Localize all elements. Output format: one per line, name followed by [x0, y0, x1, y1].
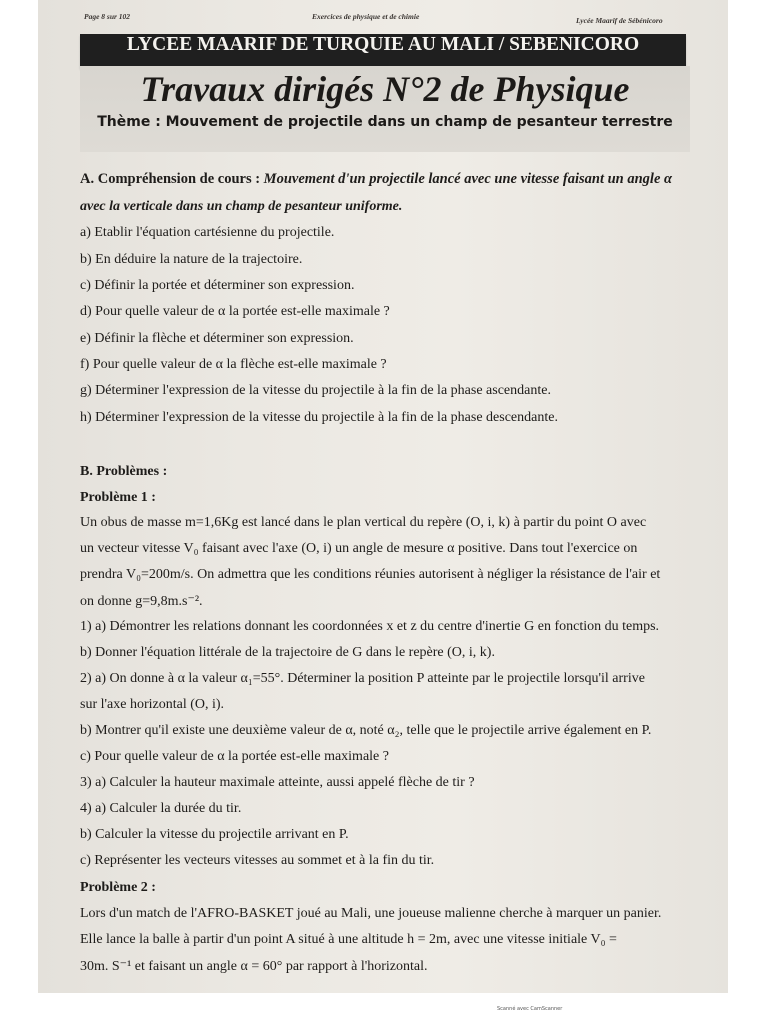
section-a-item: b) En déduire la nature de la trajectoire. [80, 252, 303, 267]
problem-1-line: c) Pour quelle valeur de α la portée est-elle maximale ? [80, 749, 389, 764]
page-title: Travaux dirigés N°2 de Physique [140, 69, 630, 109]
problem-1-line: 3) a) Calculer la hauteur maximale atteinte, aussi appelé flèche de tir ? [80, 775, 475, 790]
section-a-subject-1: Mouvement d'un projectile lancé avec une vitesse faisant un angle α [263, 171, 673, 187]
section-a-heading: A. Compréhension de cours : [80, 171, 261, 187]
section-a-item: a) Etablir l'équation cartésienne du projectile. [80, 225, 335, 240]
problem-1-line: Un obus de masse m=1,6Kg est lancé dans le plan vertical du repère (O, i, k) à partir du point O avec [80, 515, 647, 530]
problem-1-line: prendra V₀=200m/s. On admettra que les conditions réunies autorisent à négliger la résistance de l'air et [80, 567, 661, 582]
section-a-item: d) Pour quelle valeur de α la portée est-elle maximale ? [80, 304, 390, 319]
section-a-heading-line [80, 171, 672, 188]
problem-1-line: 1) a) Démontrer les relations donnant les coordonnées x et z du centre d'inertie G en fonction du temps. [80, 619, 660, 634]
section-a-item: e) Définir la flèche et déterminer son expression. [80, 331, 354, 346]
section-b-heading: B. Problèmes : [80, 464, 168, 479]
problem-1-line: 4) a) Calculer la durée du tir. [80, 801, 242, 816]
title-box [80, 66, 690, 152]
problem-1-line: b) Montrer qu'il existe une deuxième valeur de α, noté α₂, telle que le projectile arrive également en P. [80, 723, 652, 738]
problem-1-line: b) Calculer la vitesse du projectile arrivant en P. [80, 827, 349, 842]
problem-2-heading: Problème 2 : [80, 880, 156, 895]
school-banner: LYCEE MAARIF DE TURQUIE AU MALI / SEBENICORO [80, 34, 686, 68]
problem-1-line: un vecteur vitesse V₀ faisant avec l'axe (O, i) un angle de mesure α positive. Dans tout l'exercice on [80, 541, 638, 556]
problem-1-line: b) Donner l'équation littérale de la trajectoire de G dans le repère (O, i, k). [80, 645, 495, 660]
problem-2-line: Elle lance la balle à partir d'un point A situé à une altitude h = 2m, avec une vitesse initiale V₀ = [80, 932, 617, 947]
problem-2-line: 30m. S⁻¹ et faisant un angle α = 60° par rapport à l'horizontal. [80, 959, 428, 974]
header-subject: Exercices de physique et de chimie [312, 12, 420, 21]
problem-1-heading: Problème 1 : [80, 490, 156, 505]
problem-1-line: on donne g=9,8m.s⁻². [80, 594, 203, 609]
section-a-item: g) Déterminer l'expression de la vitesse du projectile à la fin de la phase ascendante. [80, 383, 551, 398]
theme-line: Thème : Mouvement de projectile dans un champ de pesanteur terrestre [97, 114, 673, 130]
header-page-number: Page 8 sur 102 [84, 12, 131, 21]
document-page [38, 0, 728, 993]
problem-1-line: sur l'axe horizontal (O, i). [80, 697, 225, 712]
section-a-item: h) Déterminer l'expression de la vitesse du projectile à la fin de la phase descendante. [80, 410, 558, 425]
problem-2-line: Lors d'un match de l'AFRO-BASKET joué au Mali, une joueuse malienne cherche à marquer un panier. [80, 906, 662, 921]
scanner-watermark: Scanné avec CamScanner [497, 1006, 563, 1012]
problem-1-line: 2) a) On donne à α la valeur α₁=55°. Déterminer la position P atteinte par le projectile lorsqu'il arrive [80, 671, 645, 686]
section-a-subject-2: avec la verticale dans un champ de pesanteur uniforme. [80, 199, 403, 214]
section-a-item: f) Pour quelle valeur de α la flèche est-elle maximale ? [80, 357, 387, 372]
problem-1-line: c) Représenter les vecteurs vitesses au sommet et à la fin du tir. [80, 853, 435, 868]
header-school: Lycée Maarif de Sébénicoro [576, 16, 663, 25]
section-a-item: c) Définir la portée et déterminer son expression. [80, 278, 355, 293]
